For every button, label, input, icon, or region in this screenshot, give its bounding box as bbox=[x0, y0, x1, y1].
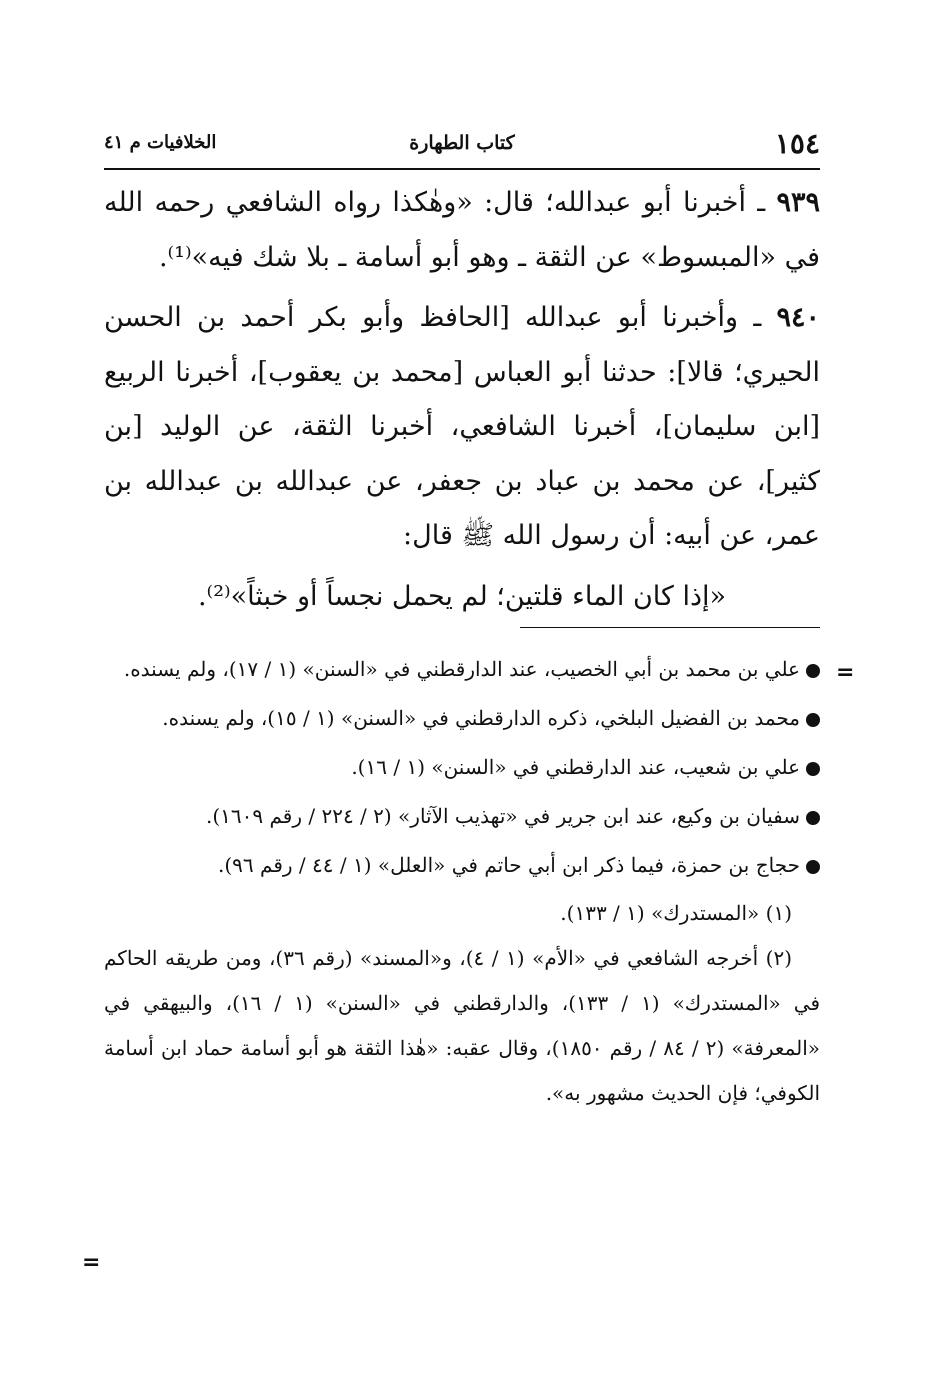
footnote-text: علي بن شعيب، عند الدارقطني في «السنن» (١ / ١٦). bbox=[351, 755, 800, 779]
page-header bbox=[104, 126, 820, 166]
footnote-2: (٢) أخرجه الشافعي في «الأم» (١ / ٤)، و«المسند» (رقم ٣٦)، ومن طريقه الحاكم في «المستدرك» (١ / ١٣٣)، والدارقطني في «السنن» (١ / ١٦)، والبيهقي في «المعرفة» (٢ / ٨٤ / رقم ١٨٥٠)، وقال عقبه: «هٰذا الثقة هو أبو أسامة حماد ابن أسامة الكوفي؛ فإن الحديث مشهور به». bbox=[104, 946, 821, 1105]
bullet-icon bbox=[806, 713, 820, 727]
signature-mark: الخلافيات م ٤١ bbox=[104, 132, 217, 153]
bullet-icon bbox=[806, 860, 820, 874]
bullet-icon bbox=[806, 811, 820, 825]
footnote-text: علي بن محمد بن أبي الخصيب، عند الدارقطني في «السنن» (١ / ١٧)، ولم يسنده. bbox=[123, 657, 800, 681]
footnote-bullet-item bbox=[104, 695, 820, 742]
hadith-quote: «إذا كان الماء قلتين؛ لم يحمل نجساً أو خبثاً»⁽²⁾. bbox=[197, 580, 727, 612]
bullet-icon bbox=[806, 762, 820, 776]
main-text bbox=[104, 176, 820, 624]
footnote-rule bbox=[520, 627, 820, 628]
paragraph-939 bbox=[104, 176, 820, 285]
hadith-number: ٩٤٠ bbox=[776, 302, 820, 333]
footnote-text: محمد بن الفضيل البلخي، ذكره الدارقطني في «السنن» (١ / ١٥)، ولم يسنده. bbox=[162, 706, 800, 730]
footnote-bullet-item bbox=[104, 793, 820, 840]
header-rule bbox=[104, 168, 820, 170]
footnote-bullet-item bbox=[104, 744, 820, 791]
paragraph-text: ـ وأخبرنا أبو عبدالله [الحافظ وأبو بكر أحمد بن الحسن الحيري؛ قالا]: حدثنا أبو العباس [محمد بن يعقوب]، أخبرنا الربيع [ابن سليمان]، أخبرنا الشافعي، أخبرنا الثقة، عن الوليد [بن كثير]، عن محمد بن عباد بن جعفر، عن عبدالله بن عبدالله بن عمر، عن أبيه: أن رسول الله ﷺ قال: bbox=[104, 302, 820, 551]
footnote-text: حجاج بن حمزة، فيما ذكر ابن أبي حاتم في «العلل» (١ / ٤٤ / رقم ٩٦). bbox=[218, 853, 800, 877]
footnotes bbox=[104, 646, 820, 1116]
page-number: ١٥٤ bbox=[774, 127, 820, 160]
paragraph-940 bbox=[104, 291, 820, 564]
hadith-number: ٩٣٩ bbox=[776, 187, 820, 218]
paragraph-text: ـ أخبرنا أبو عبدالله؛ قال: «وهٰكذا رواه الشافعي رحمه الله في «المبسوط» عن الثقة ـ وهو أبو أسامة ـ بلا شك فيه»⁽¹⁾. bbox=[104, 187, 820, 273]
margin-continuation-mark: = bbox=[836, 660, 855, 685]
footnote-bullet-item bbox=[104, 842, 820, 889]
margin-continuation-mark: = bbox=[82, 1250, 101, 1275]
footnote-text: سفيان بن وكيع، عند ابن جرير في «تهذيب الآثار» (٢ / ٢٢٤ / رقم ١٦٠٩). bbox=[205, 804, 800, 828]
footnote-1: (١) «المستدرك» (١ / ١٣٣). bbox=[560, 901, 792, 925]
footnote-bullet-item bbox=[104, 646, 820, 693]
bullet-icon bbox=[806, 664, 820, 678]
running-title: كتاب الطهارة bbox=[409, 132, 515, 154]
